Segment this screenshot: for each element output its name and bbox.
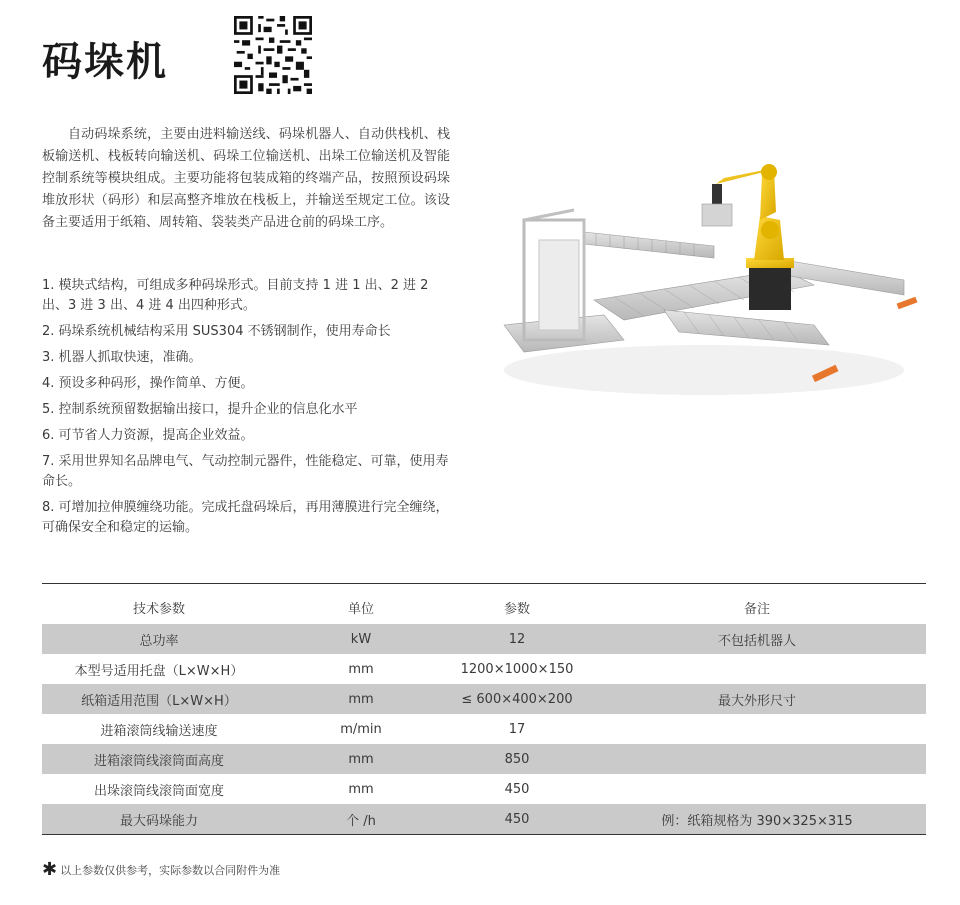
table-row [42, 714, 926, 744]
table-cell: 最大外形尺寸 [588, 684, 926, 714]
table-cell: 进箱滚筒线输送速度 [100, 723, 218, 739]
table-cell: 12 [446, 624, 588, 654]
table-cell [588, 744, 926, 774]
table-cell: ≤ 600×400×200 [446, 684, 588, 714]
table-top-rule [42, 583, 926, 584]
column-header: 技术参数 [132, 601, 185, 617]
column-header: 备注 [743, 601, 770, 617]
table-cell: 450 [446, 804, 588, 834]
table-cell: 例：纸箱规格为 390×325×315 [588, 804, 926, 834]
table-cell: 450 [504, 781, 530, 797]
feature-item: 1. 模块式结构，可组成多种码垛形式。目前支持 1 进 1 出、2 进 2 出、3 进 3 出、4 进 4 出四种形式。 [42, 278, 429, 313]
table-cell: 个 /h [276, 804, 446, 834]
table-cell: mm [276, 684, 446, 714]
feature-item: 2. 码垛系统机械结构采用 SUS304 不锈钢制作，使用寿命长 [42, 324, 391, 339]
table-cell: 最大码垛能力 [42, 804, 276, 834]
table-row [42, 774, 926, 804]
table-row [42, 804, 926, 834]
table-cell: mm [276, 744, 446, 774]
table-cell [588, 774, 926, 804]
table-cell: 不包括机器人 [588, 624, 926, 654]
feature-item: 8. 可增加拉伸膜缠绕功能。完成托盘码垛后，再用薄膜进行完全缠绕，可确保安全和稳定的运输。 [42, 500, 449, 535]
table-cell: 850 [446, 744, 588, 774]
table-cell: 总功率 [42, 624, 276, 654]
footnote-text: 以上参数仅供参考，实际参数以合同附件为准 [60, 864, 281, 877]
palletizer-illustration [484, 150, 930, 400]
feature-list [42, 276, 450, 544]
table-cell: 本型号适用托盘（L×W×H） [74, 663, 244, 679]
table-cell: 纸箱适用范围（L×W×H） [42, 684, 276, 714]
footnote [42, 859, 281, 880]
feature-item: 4. 预设多种码形，操作简单、方便。 [42, 376, 254, 391]
feature-item: 3. 机器人抓取快速，准确。 [42, 350, 202, 365]
table-row [42, 654, 926, 684]
table-cell: m/min [340, 721, 382, 737]
table-cell [588, 714, 926, 744]
table-cell: 1200×1000×150 [460, 661, 574, 677]
table-row [42, 684, 926, 714]
intro-paragraph: 自动码垛系统，主要由进料输送线、码垛机器人、自动供栈机、栈板输送机、栈板转向输送机、码垛工位输送机、出垛工位输送机及智能控制系统等模块组成。主要功能将包装成箱的终端产品，按照预设码垛堆放形状（码形）和层高整齐堆放在栈板上，并输送至规定工位。该设备主要适用于纸箱、周转箱、袋装类产品进仓前的码垛工序。 [42, 127, 450, 230]
table-bottom-rule [42, 834, 926, 835]
table-cell: mm [348, 661, 374, 677]
table-cell: mm [348, 781, 374, 797]
table-cell: 17 [508, 721, 526, 737]
table-cell [588, 654, 926, 684]
table-header-row [42, 590, 926, 624]
table-cell: 出垛滚筒线滚筒面宽度 [93, 783, 224, 799]
feature-item: 5. 控制系统预留数据输出接口，提升企业的信息化水平 [42, 402, 358, 417]
table-cell: kW [276, 624, 446, 654]
feature-item: 6. 可节省人力资源，提高企业效益。 [42, 428, 254, 443]
page-title: 码垛机 [42, 39, 168, 85]
table-row [42, 744, 926, 774]
column-header: 参数 [503, 601, 530, 617]
table-row [42, 624, 926, 654]
feature-item: 7. 采用世界知名品牌电气、气动控制元器件，性能稳定、可靠，使用寿命长。 [42, 454, 449, 489]
asterisk-icon: ✱ [42, 859, 58, 880]
table-cell: 进箱滚筒线滚筒面高度 [42, 744, 276, 774]
qr-code [234, 16, 312, 94]
column-header: 单位 [347, 601, 374, 617]
spec-table [42, 590, 926, 834]
